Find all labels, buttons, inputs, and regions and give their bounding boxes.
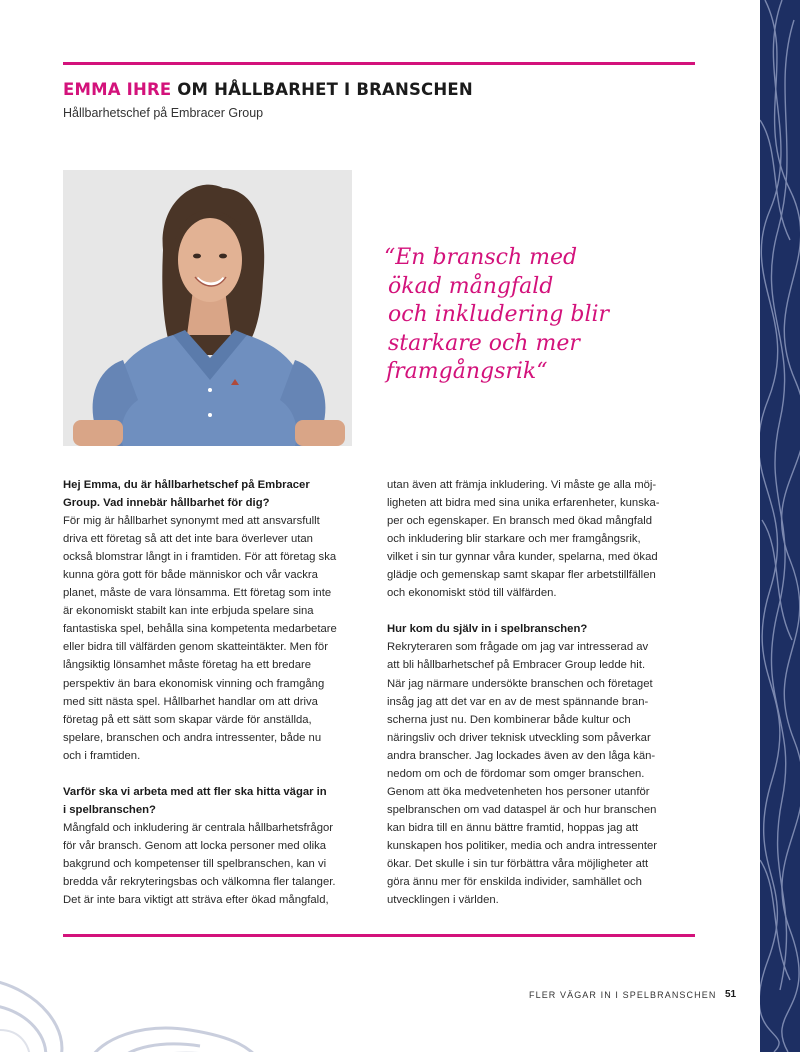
pull-quote-line: starkare och mer bbox=[388, 330, 580, 356]
portrait-photo-icon bbox=[63, 170, 352, 446]
body-text-line: och i framtiden. bbox=[63, 749, 141, 762]
body-text-line: med sitt nästa spel. Hållbarhet handlar om att driva bbox=[63, 695, 318, 708]
body-text-line: och inkludering blir starkare och mer framgångsrik, bbox=[387, 533, 641, 546]
body-text-line: scherna just nu. Den kombinerar både kultur och bbox=[387, 713, 631, 726]
body-text-line: nedom om och de fördomar som omger branschen. bbox=[387, 767, 645, 780]
body-text-line: bredda vår rekryteringsbas och välkomna fler talanger. bbox=[63, 876, 336, 889]
paragraph-gap bbox=[63, 765, 368, 783]
paragraph-gap bbox=[387, 602, 692, 620]
body-text-line: perspektiv än bara ekonomisk vinning och framgång bbox=[63, 677, 325, 690]
body-text-line: göra ännu mer för enskilda individer, samhället och bbox=[387, 876, 642, 889]
body-text-line: kunskapen hos politiker, media och andra intressenter bbox=[387, 839, 658, 852]
body-text-line: vilket i sin tur gynnar våra kunder, spelarna, med ökad bbox=[387, 551, 658, 564]
interview-question-line: Hur kom du själv in i spelbranschen? bbox=[387, 623, 588, 636]
section-footer-label: FLER VÄGAR IN I SPELBRANSCHEN bbox=[529, 990, 717, 1000]
body-text-line: spelbranschen om vad dataspel är och hur branschen bbox=[387, 803, 657, 816]
body-text-line: näringsliv och driver teknisk utveckling som påverkar bbox=[387, 731, 651, 744]
body-text-line: Det är inte bara viktigt att sträva efter ökad mångfald, bbox=[63, 894, 329, 907]
body-text-line: När jag närmare undersökte branschen och företaget bbox=[387, 677, 653, 690]
body-text-line: ökar. Det skulle i sin tur förbättra våra möjligheter att bbox=[387, 857, 649, 870]
body-text-line: spelare, branschen och andra intressenter, både nu bbox=[63, 731, 322, 744]
body-text-line: Rekryteraren som frågade om jag var intresserad av bbox=[387, 641, 649, 654]
body-text-line: eller bidra till välfärden genom skatteintäkter. Men för bbox=[63, 641, 328, 654]
body-text-line: fantastiska spel, behålla sina kompetenta medarbetare bbox=[63, 623, 337, 636]
corner-swirl-decoration bbox=[0, 960, 260, 1052]
body-text-line: företag på ett sätt som skapar värde för anställda, bbox=[63, 713, 312, 726]
title-topic: OM HÅLLBARHET I BRANSCHEN bbox=[171, 80, 473, 99]
body-text-line: är ekonomiskt stabilt kan inte erbjuda spelare sina bbox=[63, 605, 314, 618]
body-text-line: kan bidra till en ännu bättre framtid, hoppas jag att bbox=[387, 821, 639, 834]
body-text-line: långsiktig lönsamhet måste företag ha ett bredare bbox=[63, 659, 312, 672]
body-text-line: driva ett företag så att det inte bara överlever utan bbox=[63, 533, 313, 546]
article-column-right bbox=[387, 476, 692, 909]
interviewee-name: EMMA IHRE bbox=[63, 80, 172, 99]
subtitle: Hållbarhetschef på Embracer Group bbox=[63, 106, 264, 120]
body-text-line: Genom att öka medvetenheten hos personer utanför bbox=[387, 785, 650, 798]
body-text-line: Mångfald och inkludering är centrala hållbarhetsfrågor bbox=[63, 821, 334, 834]
pull-quote-line: “En bransch med bbox=[384, 245, 578, 270]
body-text-line: planet, måste de vara lönsamma. Ett företag som inte bbox=[63, 587, 332, 600]
body-text-line: per och egenskaper. En bransch med ökad mångfald bbox=[387, 515, 653, 528]
top-accent-rule bbox=[63, 62, 695, 65]
body-text-line: också blomstrar långt in i framtiden. För att företag ska bbox=[63, 551, 337, 564]
body-text-line: för vår bransch. Genom att locka personer med olika bbox=[63, 839, 327, 852]
body-text-line: insåg jag att det var en av de mest spännande bran- bbox=[387, 695, 649, 708]
portrait-photo bbox=[63, 170, 352, 446]
article-column-left bbox=[63, 476, 368, 909]
body-text-line: andra branscher. Jag lockades även av den låga kän- bbox=[387, 749, 656, 762]
interview-question-line: Varför ska vi arbeta med att fler ska hitta vägar in bbox=[63, 785, 327, 798]
side-decorative-band bbox=[760, 0, 800, 1052]
interview-question-line: Group. Vad innebär hållbarhet för dig? bbox=[63, 497, 270, 510]
body-text-line: utan även att främja inkludering. Vi måste ge alla möj- bbox=[387, 479, 657, 491]
swirl-pattern-icon bbox=[760, 0, 800, 1052]
body-text-line: utvecklingen i världen. bbox=[387, 894, 499, 907]
pull-quote-line: framgångsrik“ bbox=[386, 359, 548, 385]
body-text-line: För mig är hållbarhet synonymt med att ansvarsfullt bbox=[63, 515, 320, 528]
body-text-line: ligheten att bidra med sina unika erfarenheter, kunska- bbox=[387, 497, 660, 510]
interview-question-line: i spelbranschen? bbox=[63, 803, 156, 816]
bottom-accent-rule bbox=[63, 934, 695, 937]
swirl-decoration-icon bbox=[0, 960, 260, 1052]
body-text-line: att bli hållbarhetschef på Embracer Group ledde hit. bbox=[387, 659, 646, 672]
body-text-line: glädje och gemenskap samt skapar fler arbetstillfällen bbox=[387, 569, 656, 582]
pull-quote bbox=[384, 244, 609, 387]
body-text-line: och ekonomiskt stöd till välfärden. bbox=[387, 587, 557, 600]
body-text-line: kunna göra gott för både människor och vår vackra bbox=[63, 569, 318, 582]
body-text-line: bakgrund och kompetenser till spelbranschen, kan vi bbox=[63, 857, 327, 870]
pull-quote-line: ökad mångfald bbox=[388, 273, 554, 299]
interview-question-line: Hej Emma, du är hållbarhetschef på Embracer bbox=[63, 479, 310, 491]
page-title bbox=[63, 80, 473, 99]
pull-quote-line: och inkludering blir bbox=[388, 302, 610, 328]
page-number: 51 bbox=[725, 989, 737, 1000]
